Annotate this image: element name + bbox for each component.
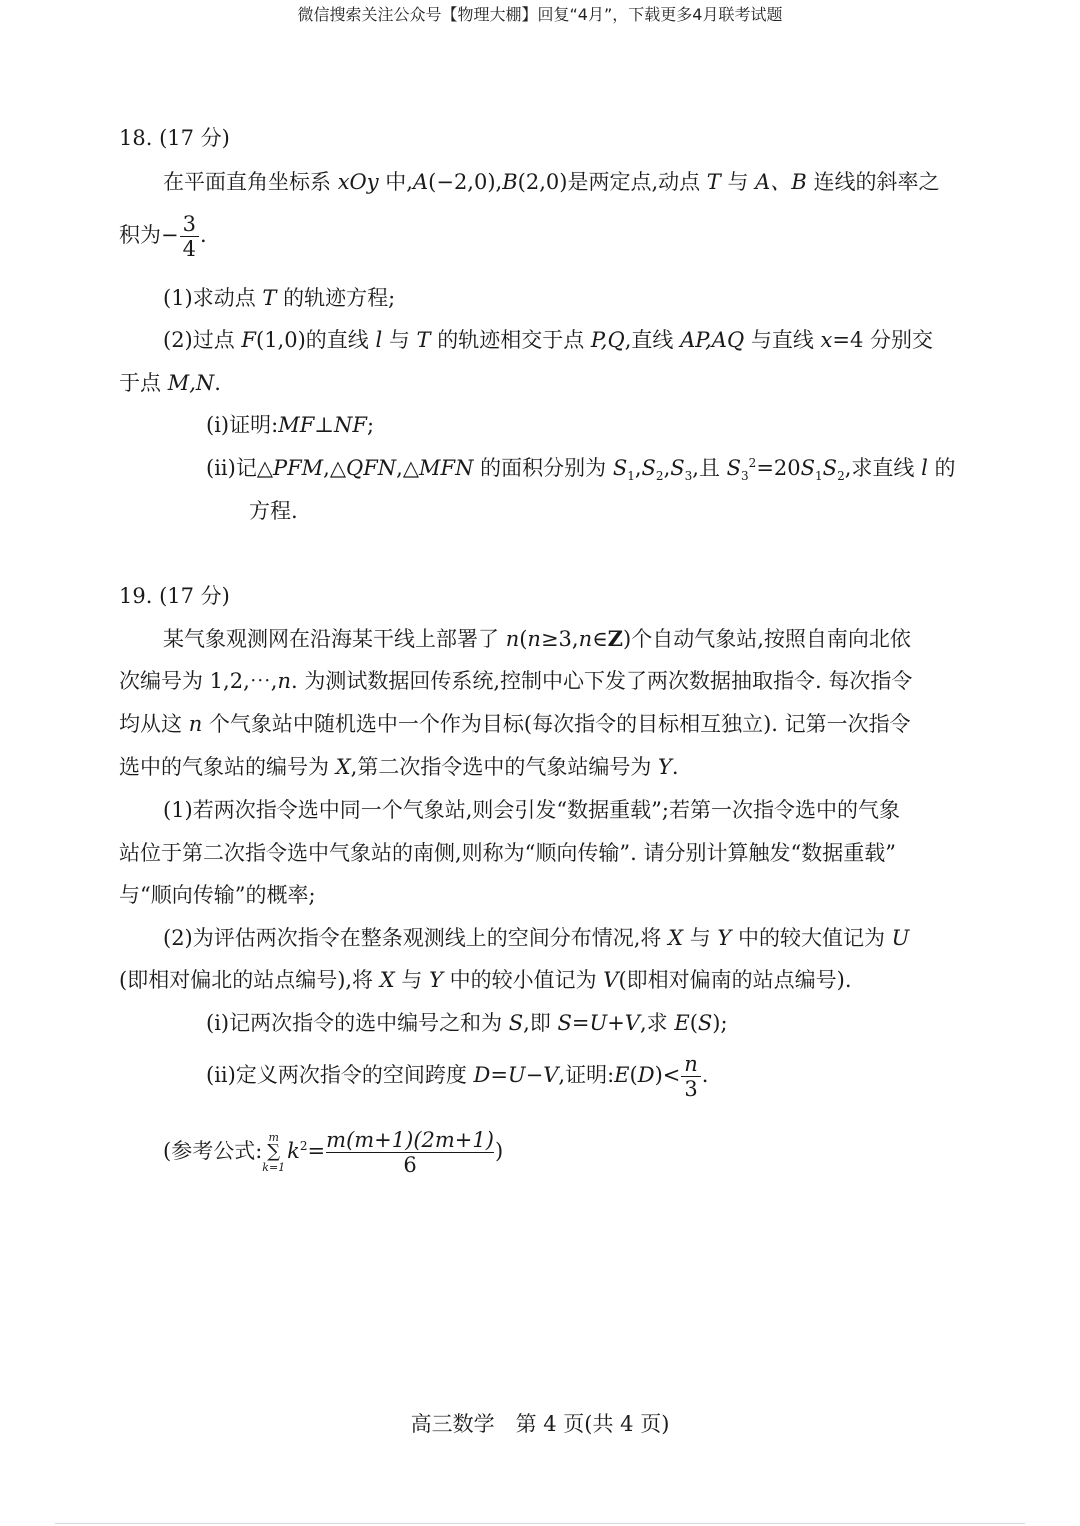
q18-number: 18. (17 分) [119,126,230,150]
q19-number: 19. (17 分) [119,584,230,608]
q19-intro-line3: 均从这 n 个气象站中随机选中一个作为目标(每次指令的目标相互独立). 记第一次指令 [119,712,911,736]
q18-part2-line1: (2)过点 F(1,0)的直线 l 与 T 的轨迹相交于点 P,Q,直线 AP,AQ 与直线 x=4 分别交 [163,328,934,352]
fraction-3-4: $\frac{3}{4}$ [180,212,199,261]
bottom-divider [55,1523,1025,1524]
q19-intro-line1: 某气象观测网在沿海某干线上部署了 n(n≥3,n∈Z)个自动气象站,按照自南向北依 [163,626,911,651]
q18-intro-line1: 在平面直角坐标系 xOy 中,A(−2,0),B(2,0)是两定点,动点 T 与 A、B 连线的斜率之 [163,170,940,194]
q18-intro-line2: 积为− $\frac{3}{4}$ . [119,212,207,262]
q19-part2-i: (i)记两次指令的选中编号之和为 S,即 S=U+V,求 E(S); [206,1011,728,1035]
q18-part2-i: (i)证明:MF⊥NF; [206,413,375,437]
summation-symbol: m ∑ k=1 [262,1130,286,1175]
q18-part2-ii: (ii)记△PFM,△QFN,△MFN 的面积分别为 $S_1,S_2,S_3$,且 $S_3^2=20S_1S_2$,求直线 l 的 [206,456,956,484]
q19-part2-ii: (ii)定义两次指令的空间跨度 D=U−V,证明:E(D)< $\frac{n}{3}$ . [206,1052,709,1102]
q18-part2-line2: 于点 M,N. [119,371,221,395]
fraction-sum-formula: $\frac{m(m+1)(2m+1)}{6}$ [326,1128,494,1178]
fraction-n-3: $\frac{n}{3}$ [681,1052,700,1101]
q19-reference-formula: (参考公式: m ∑ k=1 $k^2=$ $\frac{m(m+1)(2m+1)}{6}$ ) [163,1128,504,1178]
q19-intro-line4: 选中的气象站的编号为 X,第二次指令选中的气象站编号为 Y. [119,755,679,779]
q19-part1-line2: 站位于第二次指令选中气象站的南侧,则称为“顺向传输”. 请分别计算触发“数据重载” [119,841,896,865]
page-footer: 高三数学 第 4 页(共 4 页) [410,1412,670,1436]
q19-intro-line2: 次编号为 1,2,⋯,n. 为测试数据回传系统,控制中心下发了两次数据抽取指令. 每次指令 [119,669,913,693]
q19-part2-line2: (即相对偏北的站点编号),将 X 与 Y 中的较小值记为 V(即相对偏南的站点编号). [119,968,852,992]
q18-part2-ii-end: 方程. [249,499,298,523]
q19-part2-line1: (2)为评估两次指令在整条观测线上的空间分布情况,将 X 与 Y 中的较大值记为 U [163,926,910,950]
q19-part1-line3: 与“顺向传输”的概率; [119,883,316,907]
q18-part1: (1)求动点 T 的轨迹方程; [163,286,396,310]
q19-part1-line1: (1)若两次指令选中同一个气象站,则会引发“数据重载”;若第一次指令选中的气象 [163,798,900,822]
page-header-banner: 微信搜索关注公众号【物理大棚】回复“4月”，下载更多4月联考试题 [297,5,783,24]
